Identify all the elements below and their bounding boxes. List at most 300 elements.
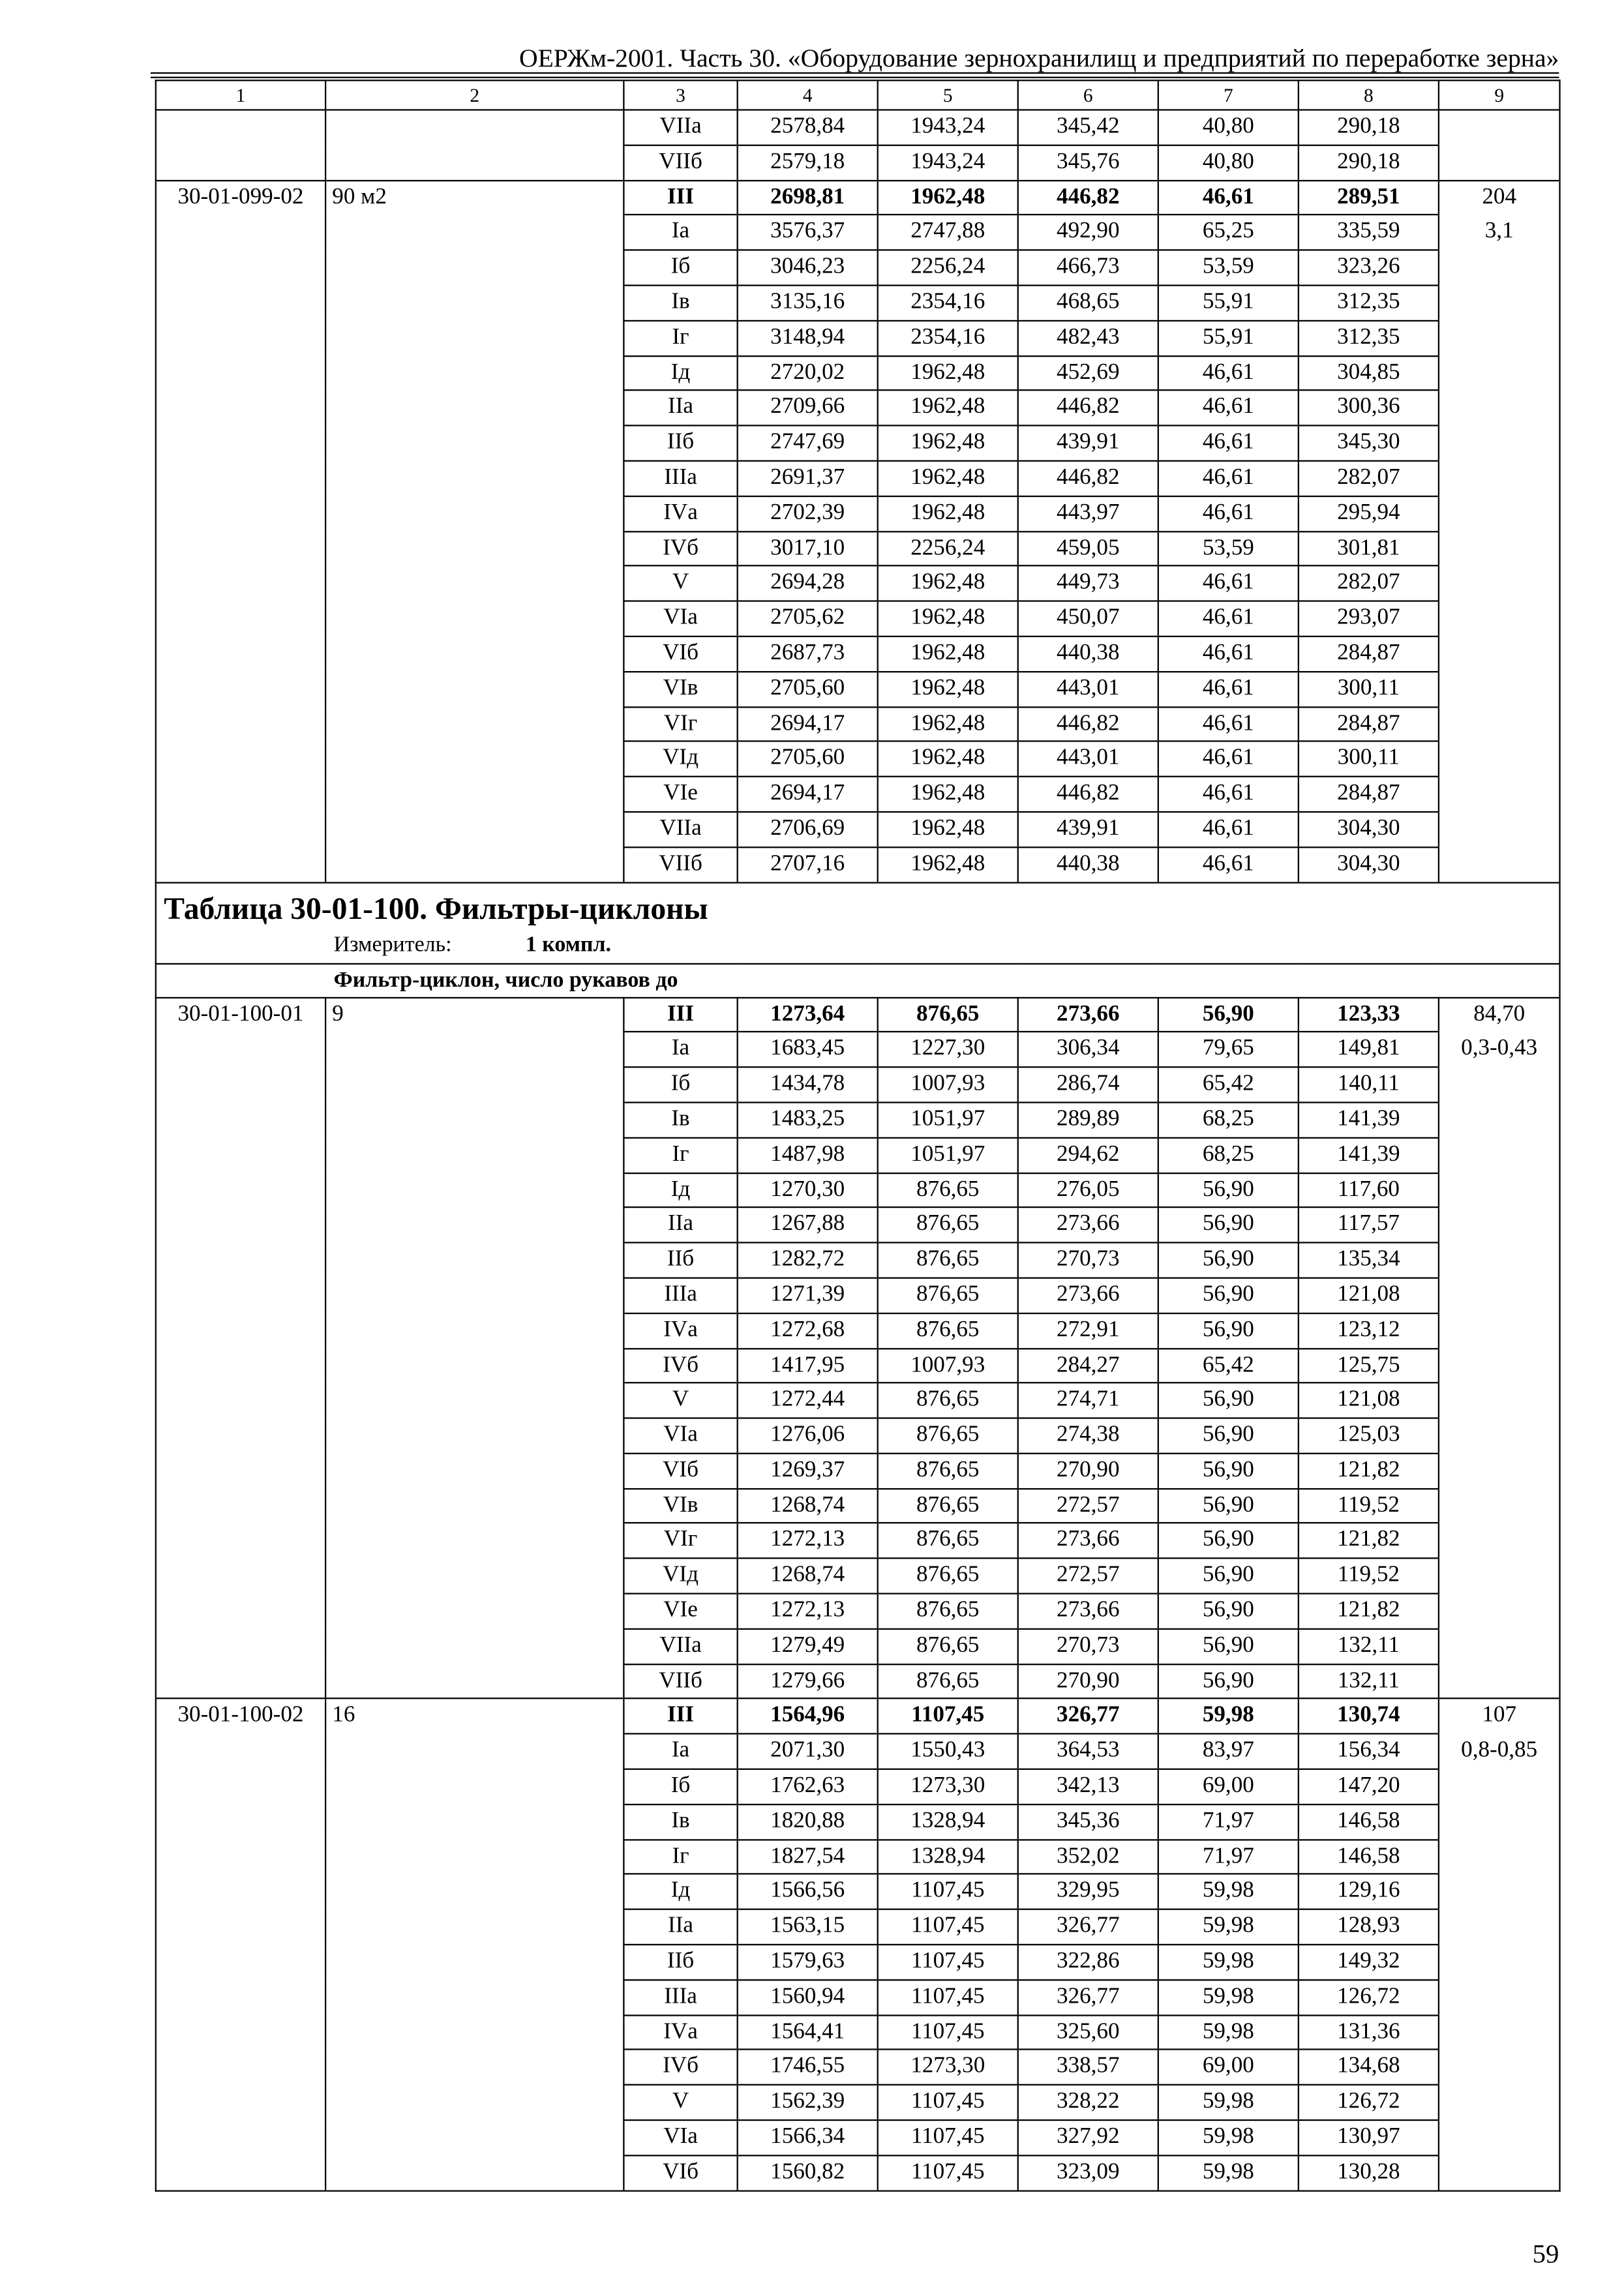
labor-hours-cell <box>1439 1945 1560 1980</box>
materials-cell: 123,12 <box>1299 1313 1439 1348</box>
name-cell <box>325 145 624 180</box>
materials-cell: 146,58 <box>1299 1804 1439 1840</box>
labor-cell: 1051,97 <box>878 1137 1018 1173</box>
operators-cell: 40,80 <box>1158 110 1299 145</box>
materials-cell: 149,81 <box>1299 1032 1439 1068</box>
operators-cell: 56,90 <box>1158 1313 1299 1348</box>
code-cell <box>156 1874 325 1909</box>
labor-cell: 876,65 <box>878 1523 1018 1559</box>
zone-cell: VIв <box>624 672 737 707</box>
total-cell: 3017,10 <box>738 531 878 566</box>
table-row <box>156 1769 1560 1804</box>
zone-cell: IIIа <box>624 461 737 496</box>
machines-cell: 326,77 <box>1018 1699 1158 1734</box>
table-row <box>156 1945 1560 1980</box>
table-row <box>156 1208 1560 1243</box>
labor-cell: 876,65 <box>878 997 1018 1032</box>
labor-hours-cell <box>1439 1980 1560 2015</box>
table-row <box>156 1523 1560 1559</box>
labor-cell: 876,65 <box>878 1664 1018 1699</box>
total-cell: 1487,98 <box>738 1137 878 1173</box>
materials-cell: 300,36 <box>1299 391 1439 426</box>
total-cell: 1272,44 <box>738 1383 878 1418</box>
materials-cell: 130,28 <box>1299 2155 1439 2191</box>
name-cell <box>325 426 624 461</box>
machines-cell: 272,57 <box>1018 1559 1158 1594</box>
labor-cell: 2747,88 <box>878 215 1018 250</box>
operators-cell: 56,90 <box>1158 1383 1299 1418</box>
name-cell <box>325 706 624 741</box>
materials-cell: 141,39 <box>1299 1102 1439 1137</box>
materials-cell: 126,72 <box>1299 1980 1439 2015</box>
name-cell <box>325 672 624 707</box>
operators-cell: 56,90 <box>1158 997 1299 1032</box>
table-row <box>156 286 1560 321</box>
labor-hours-cell <box>1439 1454 1560 1489</box>
machines-cell: 270,73 <box>1018 1629 1158 1664</box>
code-cell <box>156 1102 325 1137</box>
labor-hours-cell <box>1439 2120 1560 2155</box>
table-row <box>156 812 1560 847</box>
labor-hours-cell <box>1439 601 1560 636</box>
labor-cell: 1943,24 <box>878 145 1018 180</box>
labor-cell: 1962,48 <box>878 601 1018 636</box>
labor-cell: 1107,45 <box>878 2155 1018 2191</box>
labor-cell: 1007,93 <box>878 1348 1018 1383</box>
name-cell <box>325 391 624 426</box>
operators-cell: 59,98 <box>1158 1699 1299 1734</box>
labor-hours-cell <box>1439 566 1560 601</box>
name-cell: 16 <box>325 1699 624 1734</box>
total-cell: 1279,66 <box>738 1664 878 1699</box>
machines-cell: 466,73 <box>1018 250 1158 286</box>
labor-cell: 1328,94 <box>878 1840 1018 1875</box>
table-row <box>156 1032 1560 1068</box>
labor-hours-cell <box>1439 2155 1560 2191</box>
zone-cell: Iг <box>624 320 737 355</box>
code-cell: 30-01-100-01 <box>156 997 325 1032</box>
machines-cell: 440,38 <box>1018 847 1158 882</box>
operators-cell: 46,61 <box>1158 847 1299 882</box>
operators-cell: 55,91 <box>1158 320 1299 355</box>
labor-cell: 1051,97 <box>878 1102 1018 1137</box>
code-cell <box>156 1348 325 1383</box>
materials-cell: 282,07 <box>1299 461 1439 496</box>
operators-cell: 53,59 <box>1158 531 1299 566</box>
zone-cell: IVа <box>624 2015 737 2050</box>
total-cell: 1282,72 <box>738 1243 878 1278</box>
labor-cell: 876,65 <box>878 1418 1018 1454</box>
table-row <box>156 847 1560 882</box>
table-row <box>156 2015 1560 2050</box>
table-row <box>156 250 1560 286</box>
table-row <box>156 2120 1560 2155</box>
code-cell <box>156 250 325 286</box>
column-number: 3 <box>624 80 737 110</box>
machines-cell: 342,13 <box>1018 1769 1158 1804</box>
labor-cell: 1962,48 <box>878 355 1018 391</box>
zone-cell: VIIа <box>624 1629 737 1664</box>
total-cell: 1269,37 <box>738 1454 878 1489</box>
table-row <box>156 1454 1560 1489</box>
column-number: 9 <box>1439 80 1560 110</box>
labor-hours-cell <box>1439 847 1560 882</box>
labor-hours-cell <box>1439 1769 1560 1804</box>
materials-cell: 312,35 <box>1299 286 1439 321</box>
total-cell: 1560,82 <box>738 2155 878 2191</box>
name-cell <box>325 1874 624 1909</box>
table-row <box>156 426 1560 461</box>
total-cell: 1562,39 <box>738 2085 878 2120</box>
total-cell: 2705,62 <box>738 601 878 636</box>
table-row <box>156 2085 1560 2120</box>
materials-cell: 284,87 <box>1299 636 1439 672</box>
code-cell <box>156 1664 325 1699</box>
zone-cell: IIа <box>624 1909 737 1945</box>
name-cell <box>325 531 624 566</box>
operators-cell: 69,00 <box>1158 1769 1299 1804</box>
total-cell: 2694,17 <box>738 706 878 741</box>
name-cell <box>325 1032 624 1068</box>
labor-cell: 1107,45 <box>878 1699 1018 1734</box>
name-cell <box>325 2085 624 2120</box>
materials-cell: 123,33 <box>1299 997 1439 1032</box>
code-cell <box>156 286 325 321</box>
machines-cell: 446,82 <box>1018 180 1158 215</box>
name-cell <box>325 847 624 882</box>
labor-hours-cell <box>1439 1383 1560 1418</box>
total-cell: 1271,39 <box>738 1278 878 1313</box>
zone-cell: VIг <box>624 1523 737 1559</box>
table-row <box>156 706 1560 741</box>
total-cell: 1268,74 <box>738 1559 878 1594</box>
machines-cell: 273,66 <box>1018 1523 1158 1559</box>
labor-cell: 1107,45 <box>878 2085 1018 2120</box>
labor-hours-cell <box>1439 2085 1560 2120</box>
price-table-body <box>156 80 1560 2191</box>
table-row <box>156 180 1560 215</box>
code-cell <box>156 320 325 355</box>
materials-cell: 295,94 <box>1299 496 1439 531</box>
labor-hours-cell <box>1439 636 1560 672</box>
zone-cell: IVб <box>624 1348 737 1383</box>
code-cell <box>156 2155 325 2191</box>
total-cell: 2687,73 <box>738 636 878 672</box>
zone-cell: VIIа <box>624 110 737 145</box>
name-cell <box>325 1559 624 1594</box>
name-cell <box>325 1454 624 1489</box>
total-cell: 2705,60 <box>738 741 878 777</box>
materials-cell: 149,32 <box>1299 1945 1439 1980</box>
machines-cell: 270,90 <box>1018 1664 1158 1699</box>
operators-cell: 46,61 <box>1158 496 1299 531</box>
name-cell <box>325 1523 624 1559</box>
labor-cell: 2256,24 <box>878 531 1018 566</box>
zone-cell: VIд <box>624 1559 737 1594</box>
code-cell <box>156 672 325 707</box>
labor-hours-cell <box>1439 1664 1560 1699</box>
total-cell: 2709,66 <box>738 391 878 426</box>
name-cell <box>325 1278 624 1313</box>
materials-cell: 125,75 <box>1299 1348 1439 1383</box>
code-cell <box>156 812 325 847</box>
labor-cell: 1550,43 <box>878 1734 1018 1769</box>
total-cell: 2579,18 <box>738 145 878 180</box>
total-cell: 1820,88 <box>738 1804 878 1840</box>
labor-cell: 1107,45 <box>878 1874 1018 1909</box>
operators-cell: 83,97 <box>1158 1734 1299 1769</box>
labor-hours-cell <box>1439 496 1560 531</box>
operators-cell: 59,98 <box>1158 1945 1299 1980</box>
name-cell <box>325 1909 624 1945</box>
machines-cell: 449,73 <box>1018 566 1158 601</box>
code-cell <box>156 461 325 496</box>
code-cell <box>156 1769 325 1804</box>
operators-cell: 46,61 <box>1158 601 1299 636</box>
materials-cell: 147,20 <box>1299 1769 1439 1804</box>
materials-cell: 284,87 <box>1299 706 1439 741</box>
code-cell <box>156 636 325 672</box>
zone-cell: VIб <box>624 1454 737 1489</box>
code-cell <box>156 741 325 777</box>
name-cell <box>325 1243 624 1278</box>
total-cell: 1564,96 <box>738 1699 878 1734</box>
operators-cell: 46,61 <box>1158 426 1299 461</box>
labor-hours-cell <box>1439 145 1560 180</box>
materials-cell: 290,18 <box>1299 145 1439 180</box>
total-cell: 2706,69 <box>738 812 878 847</box>
labor-cell: 1107,45 <box>878 2015 1018 2050</box>
machines-cell: 446,82 <box>1018 706 1158 741</box>
machines-cell: 446,82 <box>1018 391 1158 426</box>
total-cell: 1560,94 <box>738 1980 878 2015</box>
code-cell <box>156 1523 325 1559</box>
table-row <box>156 110 1560 145</box>
machines-cell: 352,02 <box>1018 1840 1158 1875</box>
table-row <box>156 1313 1560 1348</box>
code-cell <box>156 1909 325 1945</box>
labor-cell: 1273,30 <box>878 2050 1018 2085</box>
table-row <box>156 1173 1560 1208</box>
zone-cell: VIб <box>624 2155 737 2191</box>
operators-cell: 65,25 <box>1158 215 1299 250</box>
labor-cell: 1328,94 <box>878 1804 1018 1840</box>
zone-cell: Iа <box>624 215 737 250</box>
operators-cell: 59,98 <box>1158 2015 1299 2050</box>
materials-cell: 130,97 <box>1299 2120 1439 2155</box>
total-cell: 1272,13 <box>738 1594 878 1629</box>
column-number: 4 <box>738 80 878 110</box>
name-cell <box>325 601 624 636</box>
labor-cell: 1107,45 <box>878 1980 1018 2015</box>
table-row <box>156 496 1560 531</box>
table-row <box>156 1488 1560 1523</box>
materials-cell: 312,35 <box>1299 320 1439 355</box>
operators-cell: 46,61 <box>1158 566 1299 601</box>
operators-cell: 59,98 <box>1158 1874 1299 1909</box>
labor-cell: 876,65 <box>878 1629 1018 1664</box>
name-cell <box>325 1102 624 1137</box>
materials-cell: 146,58 <box>1299 1840 1439 1875</box>
machines-cell: 439,91 <box>1018 812 1158 847</box>
code-cell <box>156 566 325 601</box>
zone-cell: III <box>624 997 737 1032</box>
labor-hours-cell <box>1439 1208 1560 1243</box>
labor-cell: 1962,48 <box>878 672 1018 707</box>
total-cell: 1417,95 <box>738 1348 878 1383</box>
name-cell <box>325 1488 624 1523</box>
zone-cell: Iб <box>624 250 737 286</box>
machines-cell: 326,77 <box>1018 1980 1158 2015</box>
machines-cell: 446,82 <box>1018 777 1158 812</box>
machines-cell: 274,38 <box>1018 1418 1158 1454</box>
labor-hours-cell <box>1439 1559 1560 1594</box>
code-cell <box>156 110 325 145</box>
total-cell: 1563,15 <box>738 1909 878 1945</box>
total-cell: 1276,06 <box>738 1418 878 1454</box>
operators-cell: 55,91 <box>1158 286 1299 321</box>
table-row <box>156 1383 1560 1418</box>
total-cell: 2702,39 <box>738 496 878 531</box>
machines-cell: 338,57 <box>1018 2050 1158 2085</box>
name-cell <box>325 566 624 601</box>
name-cell <box>325 320 624 355</box>
machines-cell: 328,22 <box>1018 2085 1158 2120</box>
materials-cell: 117,60 <box>1299 1173 1439 1208</box>
table-row <box>156 997 1560 1032</box>
zone-cell: Iб <box>624 1769 737 1804</box>
code-cell <box>156 1032 325 1068</box>
page-number: 59 <box>1532 2239 1559 2269</box>
labor-cell: 1227,30 <box>878 1032 1018 1068</box>
zone-cell: Iв <box>624 1102 737 1137</box>
machines-cell: 345,42 <box>1018 110 1158 145</box>
total-cell: 3135,16 <box>738 286 878 321</box>
table-row <box>156 636 1560 672</box>
operators-cell: 56,90 <box>1158 1243 1299 1278</box>
labor-cell: 2354,16 <box>878 320 1018 355</box>
zone-cell: IIIа <box>624 1278 737 1313</box>
code-cell <box>156 1945 325 1980</box>
labor-hours-cell <box>1439 741 1560 777</box>
total-cell: 1270,30 <box>738 1173 878 1208</box>
operators-cell: 56,90 <box>1158 1173 1299 1208</box>
total-cell: 1273,64 <box>738 997 878 1032</box>
operators-cell: 46,61 <box>1158 741 1299 777</box>
total-cell: 1827,54 <box>738 1840 878 1875</box>
code-cell <box>156 531 325 566</box>
machines-cell: 443,01 <box>1018 672 1158 707</box>
name-cell <box>325 496 624 531</box>
table-row <box>156 566 1560 601</box>
table-row <box>156 2050 1560 2085</box>
zone-cell: Iг <box>624 1840 737 1875</box>
operators-cell: 59,98 <box>1158 1980 1299 2015</box>
zone-cell: III <box>624 1699 737 1734</box>
operators-cell: 71,97 <box>1158 1804 1299 1840</box>
table-row <box>156 145 1560 180</box>
labor-hours-cell <box>1439 1068 1560 1103</box>
zone-cell: IVа <box>624 1313 737 1348</box>
machines-cell: 286,74 <box>1018 1068 1158 1103</box>
code-cell <box>156 2015 325 2050</box>
table-row <box>156 1559 1560 1594</box>
zone-cell: VIа <box>624 601 737 636</box>
operators-cell: 46,61 <box>1158 672 1299 707</box>
labor-cell: 876,65 <box>878 1594 1018 1629</box>
code-cell <box>156 355 325 391</box>
zone-cell: Iд <box>624 355 737 391</box>
code-cell <box>156 1840 325 1875</box>
zone-cell: V <box>624 566 737 601</box>
machines-cell: 289,89 <box>1018 1102 1158 1137</box>
materials-cell: 128,93 <box>1299 1909 1439 1945</box>
operators-cell: 59,98 <box>1158 2085 1299 2120</box>
table-row <box>156 1348 1560 1383</box>
zone-cell: Iв <box>624 286 737 321</box>
materials-cell: 121,82 <box>1299 1523 1439 1559</box>
total-cell: 2071,30 <box>738 1734 878 1769</box>
materials-cell: 129,16 <box>1299 1874 1439 1909</box>
machines-cell: 482,43 <box>1018 320 1158 355</box>
machines-cell: 270,90 <box>1018 1454 1158 1489</box>
name-cell <box>325 1137 624 1173</box>
machines-cell: 446,82 <box>1018 461 1158 496</box>
operators-cell: 71,97 <box>1158 1840 1299 1875</box>
materials-cell: 304,30 <box>1299 847 1439 882</box>
code-cell <box>156 2085 325 2120</box>
machines-cell: 270,73 <box>1018 1243 1158 1278</box>
labor-cell: 876,65 <box>878 1383 1018 1418</box>
table-row <box>156 215 1560 250</box>
code-cell <box>156 1383 325 1418</box>
labor-hours-cell <box>1439 1523 1560 1559</box>
name-cell <box>325 461 624 496</box>
zone-cell: IIб <box>624 426 737 461</box>
name-cell <box>325 2015 624 2050</box>
labor-hours-cell: 204 <box>1439 180 1560 215</box>
table-row <box>156 1734 1560 1769</box>
labor-hours-cell <box>1439 1348 1560 1383</box>
name-cell <box>325 2120 624 2155</box>
machines-cell: 276,05 <box>1018 1173 1158 1208</box>
materials-cell: 290,18 <box>1299 110 1439 145</box>
operators-cell: 56,90 <box>1158 1488 1299 1523</box>
zone-cell: VIд <box>624 741 737 777</box>
table-row <box>156 1629 1560 1664</box>
total-cell: 1268,74 <box>738 1488 878 1523</box>
code-cell <box>156 496 325 531</box>
name-cell <box>325 1348 624 1383</box>
zone-cell: Iа <box>624 1032 737 1068</box>
name-cell <box>325 1734 624 1769</box>
machines-cell: 294,62 <box>1018 1137 1158 1173</box>
code-cell <box>156 1208 325 1243</box>
labor-hours-cell <box>1439 1278 1560 1313</box>
labor-hours-cell: 107 <box>1439 1699 1560 1734</box>
code-cell <box>156 1313 325 1348</box>
operators-cell: 46,61 <box>1158 461 1299 496</box>
labor-cell: 876,65 <box>878 1173 1018 1208</box>
machines-cell: 440,38 <box>1018 636 1158 672</box>
code-cell <box>156 1243 325 1278</box>
total-cell: 2694,28 <box>738 566 878 601</box>
table-row <box>156 461 1560 496</box>
total-cell: 1483,25 <box>738 1102 878 1137</box>
column-number: 1 <box>156 80 325 110</box>
labor-cell: 1962,48 <box>878 636 1018 672</box>
total-cell: 2747,69 <box>738 426 878 461</box>
